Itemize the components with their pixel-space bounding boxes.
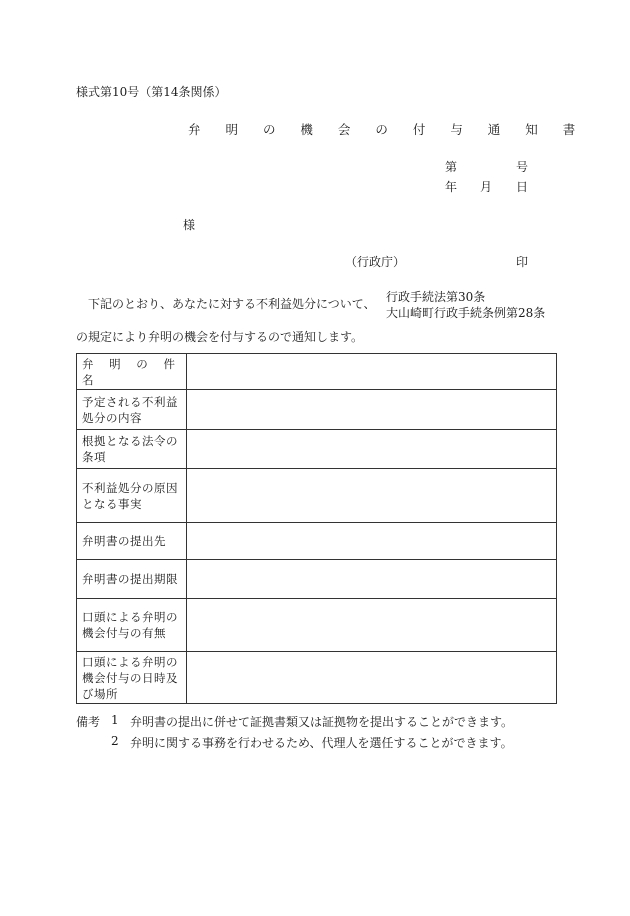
row-label-planned-disposition: 予定される不利益処分の内容 bbox=[77, 390, 187, 430]
notice-details-table bbox=[76, 353, 557, 704]
form-number: 様式第10号（第14条関係） bbox=[76, 85, 227, 99]
law-reference-2: 大山崎町行政手続条例第28条 bbox=[386, 306, 546, 320]
issue-date-month: 月 bbox=[480, 180, 493, 194]
row-value-case-name[interactable] bbox=[187, 354, 557, 390]
seal-mark: 印 bbox=[516, 255, 529, 269]
row-value-submission-place[interactable] bbox=[187, 523, 557, 560]
row-value-oral-hearing-availability[interactable] bbox=[187, 599, 557, 652]
row-label-legal-basis: 根拠となる法令の条項 bbox=[77, 430, 187, 469]
note-text-1: 弁明書の提出に併せて証拠書類又は証拠物を提出することができます。 bbox=[130, 715, 514, 729]
table-row bbox=[77, 652, 557, 704]
document-title: 弁 明 の 機 会 の 付 与 通 知 書 bbox=[188, 122, 586, 137]
addressee-suffix: 様 bbox=[183, 218, 196, 232]
body-intro: 下記のとおり、あなたに対する不利益処分について、 bbox=[88, 297, 376, 311]
row-value-cause-facts[interactable] bbox=[187, 469, 557, 523]
row-label-submission-deadline: 弁明書の提出期限 bbox=[77, 560, 187, 599]
table-row bbox=[77, 354, 557, 390]
issuing-authority: （行政庁） bbox=[345, 255, 406, 269]
row-label-cause-facts: 不利益処分の原因となる事実 bbox=[77, 469, 187, 523]
body-continuation: の規定により弁明の機会を付与するので通知します。 bbox=[76, 330, 364, 344]
table-row bbox=[77, 523, 557, 560]
table-row bbox=[77, 430, 557, 469]
row-label-oral-hearing-datetime-place: 口頭による弁明の機会付与の日時及び場所 bbox=[77, 652, 187, 704]
row-value-planned-disposition[interactable] bbox=[187, 390, 557, 430]
row-value-oral-hearing-datetime-place[interactable] bbox=[187, 652, 557, 704]
table-row bbox=[77, 560, 557, 599]
row-label-submission-place: 弁明書の提出先 bbox=[77, 523, 187, 560]
row-value-legal-basis[interactable] bbox=[187, 430, 557, 469]
issue-date-year: 年 bbox=[445, 180, 458, 194]
notes-heading: 備考 bbox=[76, 715, 101, 729]
table-row bbox=[77, 390, 557, 430]
issue-number-prefix: 第 bbox=[445, 160, 458, 174]
row-label-case-name: 弁 明 の 件 名 bbox=[77, 354, 187, 390]
row-value-submission-deadline[interactable] bbox=[187, 560, 557, 599]
note-text-2: 弁明に関する事務を行わせるため、代理人を選任することができます。 bbox=[130, 736, 513, 750]
table-row bbox=[77, 599, 557, 652]
law-reference-1: 行政手続法第30条 bbox=[386, 290, 486, 304]
table-row bbox=[77, 469, 557, 523]
note-number-2: 2 bbox=[111, 734, 119, 748]
row-label-oral-hearing-availability: 口頭による弁明の機会付与の有無 bbox=[77, 599, 187, 652]
note-number-1: 1 bbox=[111, 713, 119, 727]
issue-date-day: 日 bbox=[516, 180, 529, 194]
issue-number-suffix: 号 bbox=[516, 160, 529, 174]
